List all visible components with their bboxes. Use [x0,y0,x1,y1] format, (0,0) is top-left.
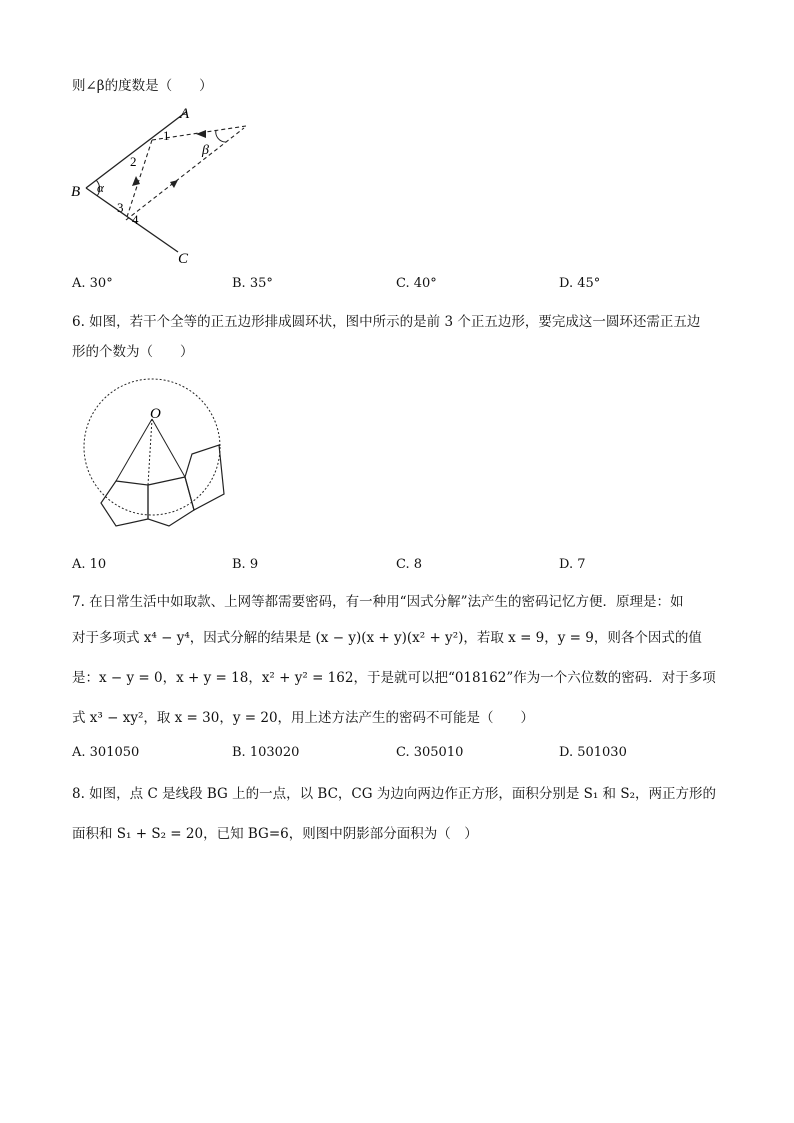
q7-option-b: B. 103020 [232,745,300,760]
label-a: A [180,106,190,122]
arrow-icon [170,180,178,188]
q5-figure-angle-mirror [66,100,266,270]
q6-figure-pentagon-ring [78,374,248,534]
q6-stem-line1: 6. 如图，若干个全等的正五边形排成圆环状，图中所示的是前 3 个正五边形，要完成这一圆环还需正五边 [72,314,701,330]
q5-option-c: C. 40° [396,276,437,291]
reflected-ray-2 [126,128,244,220]
q7-stem-line3: 是：x − y = 0，x + y = 18，x² + y² = 162，于是就可以把“018162”作为一个六位数的密码．对于多项 [72,670,716,686]
radius-line [116,419,152,481]
q7-option-d: D. 501030 [559,745,627,760]
dashed-radius [148,419,152,485]
label-o: O [150,406,161,422]
label-b: B [71,184,81,200]
q7-option-c: C. 305010 [396,745,464,760]
q6-stem-line2: 形的个数为（ ） [72,344,194,360]
q6-option-b: B. 9 [232,557,259,572]
radius-line [152,419,185,477]
q6-option-d: D. 7 [559,557,586,572]
q5-stem: 则∠β的度数是（ ） [72,78,213,94]
q8-stem-line1: 8. 如图，点 C 是线段 BG 上的一点，以 BC，CG 为边向两边作正方形，面积分别是 S₁ 和 S₂，两正方形的 [72,786,717,802]
dashed-circle [84,379,220,515]
q7-option-a: A. 301050 [72,745,140,760]
label-alpha: α [97,180,104,195]
reflected-ray-1 [126,140,152,220]
q7-stem-line1: 7. 在日常生活中如取款、上网等都需要密码，有一种用“因式分解”法产生的密码记忆方便．原理是：如 [72,594,684,610]
label-beta: β [202,143,209,158]
q7-stem-line2: 对于多项式 x⁴ − y⁴，因式分解的结果是 (x − y)(x + y)(x² + y²)，若取 x = 9，y = 9，则各个因式的值 [72,630,702,646]
arrow-icon [196,130,206,138]
label-1: 1 [163,128,170,143]
q5-option-a: A. 30° [72,276,113,291]
q6-option-c: C. 8 [396,557,423,572]
angle-beta-arc [216,130,226,142]
pentagon-left [101,481,148,526]
label-2: 2 [130,154,137,169]
q5-option-b: B. 35° [232,276,273,291]
label-3: 3 [117,200,124,215]
q8-stem-line2: 面积和 S₁ + S₂ = 20，已知 BG=6，则图中阴影部分面积为（ ） [72,826,478,842]
pentagon-right [185,445,224,510]
q7-stem-line4: 式 x³ − xy²，取 x = 30，y = 20，用上述方法产生的密码不可能是（ ） [72,710,535,726]
label-c: C [178,251,189,267]
q5-option-d: D. 45° [559,276,601,291]
q6-option-a: A. 10 [72,557,107,572]
label-4: 4 [132,212,139,227]
